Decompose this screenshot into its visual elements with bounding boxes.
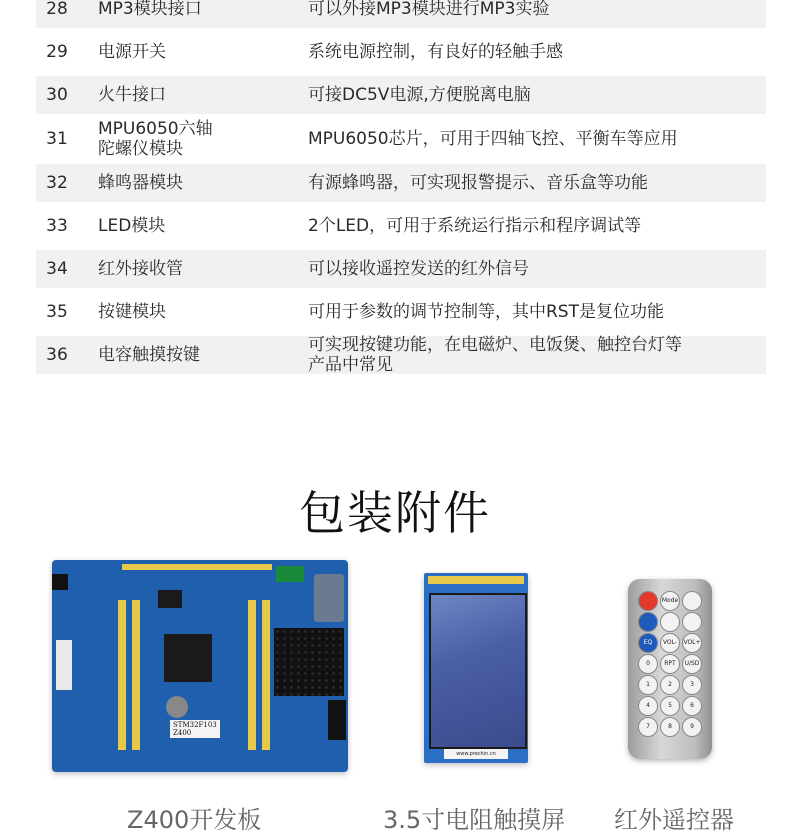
row-number: 34 (46, 259, 68, 279)
remote-button (638, 591, 658, 611)
table-row (36, 164, 766, 202)
row-module-name: 火牛接口 (98, 85, 166, 105)
row-module-name: 按键模块 (98, 302, 166, 322)
row-number: 35 (46, 302, 68, 322)
ir-remote-image (628, 579, 712, 759)
lcd-footer-text: www.prechin.cn (444, 749, 508, 759)
remote-button: EQ (638, 633, 658, 653)
row-description: 2个LED，可用于系统运行指示和程序调试等 (308, 216, 642, 236)
board-label: STM32F103 Z400 (170, 720, 220, 738)
row-description: 可以外接MP3模块进行MP3实验 (308, 0, 550, 19)
board-caption: Z400开发板 (127, 806, 262, 834)
row-description: 可用于参数的调节控制等，其中RST是复位功能 (308, 302, 664, 322)
row-number: 29 (46, 42, 68, 62)
row-description: 有源蜂鸣器，可实现报警提示、音乐盒等功能 (308, 173, 648, 193)
row-module-name: 蜂鸣器模块 (98, 173, 183, 193)
row-module-name: LED模块 (98, 216, 166, 236)
row-number: 31 (46, 129, 68, 149)
section-title: 包装附件 (299, 485, 491, 540)
table-row (36, 336, 766, 374)
remote-button (638, 612, 658, 632)
row-number: 32 (46, 173, 68, 193)
table-row (36, 76, 766, 114)
remote-button: U/SD (682, 654, 702, 674)
lcd-module-image (424, 573, 528, 763)
remote-button: 0 (638, 654, 658, 674)
remote-button: 7 (638, 717, 658, 737)
remote-button: 6 (682, 696, 702, 716)
remote-button: 1 (638, 675, 658, 695)
remote-button: Mode (660, 591, 680, 611)
row-number: 36 (46, 345, 68, 365)
row-number: 33 (46, 216, 68, 236)
table-row (36, 288, 766, 336)
remote-button: VOL- (660, 633, 680, 653)
table-row (36, 28, 766, 76)
remote-caption: 红外遥控器 (614, 806, 734, 834)
remote-button: 3 (682, 675, 702, 695)
row-number: 28 (46, 0, 68, 19)
remote-button: 4 (638, 696, 658, 716)
row-description: 可实现按键功能，在电磁炉、电饭煲、触控台灯等 产品中常见 (308, 335, 682, 375)
remote-button: VOL+ (682, 633, 702, 653)
z400-board-image (52, 560, 348, 772)
table-row (36, 250, 766, 288)
remote-button (682, 591, 702, 611)
row-module-name: MP3模块接口 (98, 0, 202, 19)
lcd-caption: 3.5寸电阻触摸屏 (383, 806, 566, 834)
remote-button: 5 (660, 696, 680, 716)
row-module-name: 电容触摸按键 (98, 345, 200, 365)
remote-button: RPT (660, 654, 680, 674)
row-description: MPU6050芯片，可用于四轴飞控、平衡车等应用 (308, 129, 678, 149)
table-row (36, 114, 766, 164)
remote-button (682, 612, 702, 632)
remote-button: 2 (660, 675, 680, 695)
remote-button (660, 612, 680, 632)
row-module-name: MPU6050六轴 陀螺仪模块 (98, 119, 213, 159)
row-description: 可以接收遥控发送的红外信号 (308, 259, 529, 279)
remote-button: 8 (660, 717, 680, 737)
row-description: 可接DC5V电源,方便脱离电脑 (308, 85, 531, 105)
remote-button: 9 (682, 717, 702, 737)
row-module-name: 电源开关 (98, 42, 166, 62)
spec-table (36, 0, 766, 374)
table-row (36, 202, 766, 250)
row-module-name: 红外接收管 (98, 259, 183, 279)
row-description: 系统电源控制，有良好的轻触手感 (308, 42, 563, 62)
table-row (36, 0, 766, 28)
row-number: 30 (46, 85, 68, 105)
